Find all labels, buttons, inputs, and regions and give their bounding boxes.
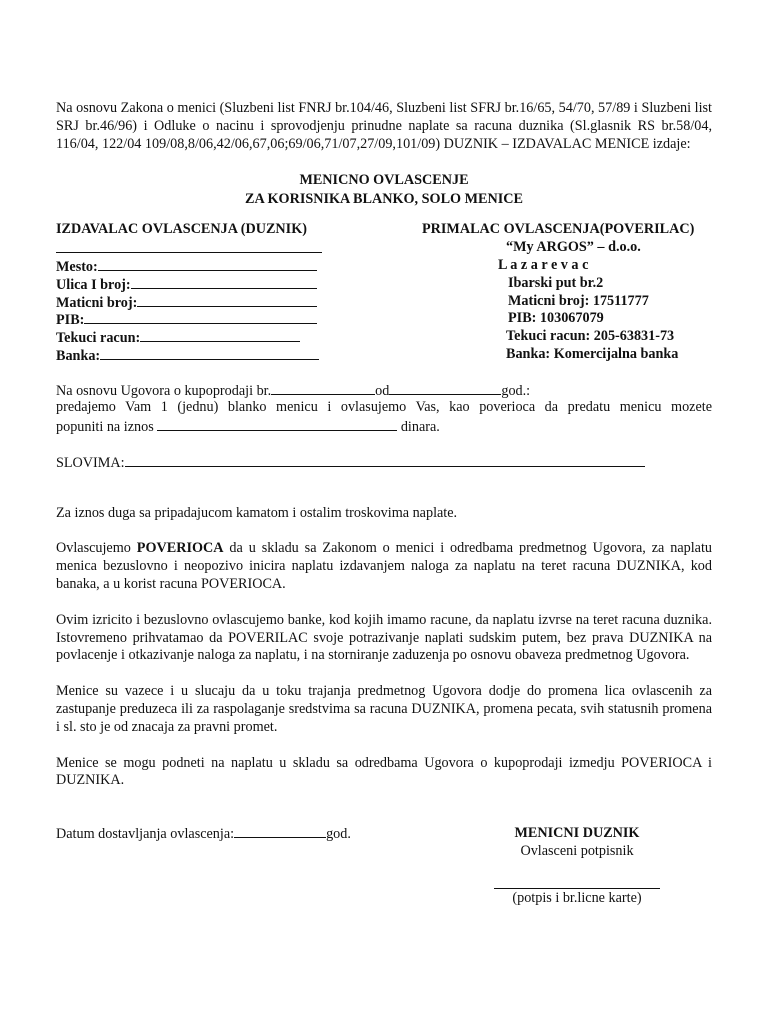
issuer-tekuci-blank[interactable] xyxy=(140,328,300,342)
contract-prefix: Na osnovu Ugovora o kupoprodaji br. xyxy=(56,383,272,400)
delivery-date-blank[interactable] xyxy=(234,824,326,838)
receiver-city: L a z a r e v a c xyxy=(498,256,589,273)
receiver-maticni: Maticni broj: 17511777 xyxy=(508,292,649,309)
issuer-banka-blank[interactable] xyxy=(100,346,319,360)
signature-section xyxy=(56,824,712,920)
paragraph-validity: Menice su vazece i u slucaju da u toku trajanja predmetnog Ugovora dodje do promena lica ovlascenih za zastupanje preduzeca ili za raspolaganje sredstvima sa racuna DUZNIKA, promena pecata, svih statusnih promena i sl. sto je od znacaja za pravni promet. xyxy=(56,683,712,735)
paragraph-submission: Menice se mogu podneti na naplatu u skladu sa odredbama Ugovora o kupoprodaji izmedju POVERIOCA i DUZNIKA. xyxy=(56,754,712,789)
paragraph-banks: Ovim izricito i bezuslovno ovlascujemo banke, kod kojih imamo racune, da naplatu izvrse na teret racuna duznika. Istovremeno prihvatamao da POVERILAC svoje potrazivanje naplati sudskim putem, bez prava DUZNIKA na povlacenje i otkazivanje naloga za naplatu, i na storniranje zaduzenja po osnovu obaveza predmetnog Ugovora. xyxy=(56,611,712,664)
paragraph-authorization xyxy=(56,540,712,593)
amount-label: popuniti na iznos xyxy=(56,418,154,435)
contract-number-blank[interactable] xyxy=(271,381,375,395)
issuer-column xyxy=(56,221,356,363)
slovima-label: SLOVIMA: xyxy=(56,454,125,471)
parties-section xyxy=(56,221,712,369)
receiver-heading: PRIMALAC OVLASCENJA(POVERILAC) xyxy=(422,221,695,238)
slovima-blank[interactable] xyxy=(125,453,645,467)
issuer-tekuci-label: Tekuci racun: xyxy=(56,330,141,347)
signature-caption: (potpis i br.licne karte) xyxy=(512,890,642,907)
contract-date-blank[interactable] xyxy=(389,381,501,395)
issuer-ulica-label: Ulica I broj: xyxy=(56,276,131,293)
amount-blank[interactable] xyxy=(157,417,397,431)
debtor-title: MENICNI DUZNIK xyxy=(514,825,640,842)
receiver-banka: Banka: Komercijalna banka xyxy=(506,345,679,362)
receiver-pib: PIB: 103067079 xyxy=(508,310,604,327)
receiver-street: Ibarski put br.2 xyxy=(508,274,604,291)
para2-start: Ovlascujemo xyxy=(56,540,131,557)
signatory-label: Ovlasceni potpisnik xyxy=(520,843,634,860)
issuer-mesto-label: Mesto: xyxy=(56,258,98,275)
slovima-line xyxy=(56,453,712,471)
issuer-mesto-blank[interactable] xyxy=(98,257,317,271)
document-page xyxy=(56,100,712,920)
issuer-ulica-blank[interactable] xyxy=(131,275,317,289)
delivery-date-line xyxy=(56,824,351,842)
para2-bold: POVERIOCA xyxy=(136,540,224,557)
issuer-maticni-blank[interactable] xyxy=(137,293,317,307)
amount-currency: dinara. xyxy=(400,418,440,435)
paragraph-amount: Za iznos duga sa pripadajucom kamatom i ostalim troskovima naplate. xyxy=(56,504,458,521)
issuer-maticni-label: Maticni broj: xyxy=(56,294,138,311)
issuer-pib-blank[interactable] xyxy=(84,310,317,324)
document-title: MENICNO OVLASCENJE xyxy=(299,172,469,189)
contract-line xyxy=(56,381,712,399)
para2-rest: da u skladu sa Zakonom o menici i odredbama predmetnog Ugovora, za naplatu menica bezuslovno i neopozivo inicira naplatu izdavanjem naloga za naplatu na teret racuna DUZNIKA, kod banaka, a u korist racuna POVERIOCA. xyxy=(56,540,713,592)
receiver-tekuci: Tekuci racun: 205-63831-73 xyxy=(506,328,675,345)
contract-od: od xyxy=(375,383,390,400)
contract-god: god.: xyxy=(501,383,531,400)
receiver-column xyxy=(422,221,722,363)
signatory-block xyxy=(472,824,682,907)
issuer-heading: IZDAVALAC OVLASCENJA (DUZNIK) xyxy=(56,221,307,238)
issuer-pib-label: PIB: xyxy=(56,312,85,329)
amount-line xyxy=(56,417,712,435)
intro-paragraph: Na osnovu Zakona o menici (Sluzbeni list FNRJ br.104/46, Sluzbeni list SFRJ br.16/65, 54/70, 57/89 i Sluzbeni list SRJ br.46/96) i Odluke o nacinu i sprovodjenju prinudne naplate sa racuna duznika (Sl.glasnik RS br.58/04, 116/04, 122/04 109/08,8/06,42/06,67,06;69/06,71/07,27/09,101/09) DUZNIK – IZDAVALAC MENICE izdaje: xyxy=(56,100,712,152)
issuer-banka-label: Banka: xyxy=(56,347,101,364)
delivery-date-label: Datum dostavljanja ovlascenja: xyxy=(56,826,235,843)
document-subtitle: ZA KORISNIKA BLANKO, SOLO MENICE xyxy=(245,191,523,208)
issuer-name-blank[interactable] xyxy=(56,239,322,253)
receiver-name: “My ARGOS” – d.o.o. xyxy=(506,239,641,256)
contract-text: predajemo Vam 1 (jednu) blanko menicu i ovlasujemo Vas, kao poverioca da predatu menicu mozete xyxy=(56,399,712,416)
delivery-date-god: god. xyxy=(326,826,351,843)
